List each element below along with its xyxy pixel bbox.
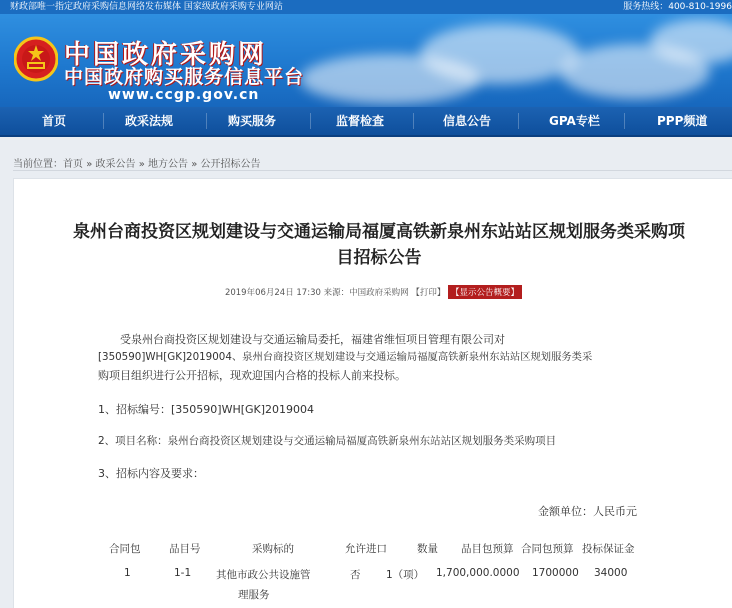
cell-subject-continued: 理服务 xyxy=(238,589,270,601)
article-title-line1: 泉州台商投资区规划建设与交通运输局福厦高铁新泉州东站站区规划服务类采购项 xyxy=(73,222,685,242)
col-package-budget: 合同包预算 xyxy=(521,543,574,555)
nav-separator xyxy=(413,113,414,129)
publish-date: 2019年06月24日 17:30 xyxy=(224,288,321,298)
cell-item-budget: 1,700,000.0000 xyxy=(436,567,520,579)
table-row xyxy=(14,567,732,583)
nav-separator xyxy=(624,113,625,129)
article-title-line2: 目招标公告 xyxy=(336,248,422,268)
nav-item-regulations[interactable]: 政采法规 xyxy=(125,114,174,128)
col-import: 允许进口 xyxy=(345,543,387,555)
item-tender-content: 3、招标内容及要求： xyxy=(98,467,204,480)
nav-separator xyxy=(103,113,104,129)
banner-cloud xyxy=(420,24,580,84)
breadcrumb-divider xyxy=(13,170,732,171)
breadcrumb-separator: » xyxy=(191,159,198,170)
top-info-bar xyxy=(0,0,732,14)
main-nav xyxy=(0,107,732,137)
nav-item-home[interactable]: 首页 xyxy=(42,114,67,128)
show-summary-button[interactable]: 【显示公告概要】 xyxy=(448,285,522,299)
article-panel xyxy=(13,178,732,608)
cell-import: 否 xyxy=(350,569,361,581)
nav-separator xyxy=(310,113,311,129)
nav-item-gpa[interactable]: GPA专栏 xyxy=(549,114,600,128)
cell-item-no: 1-1 xyxy=(174,567,192,579)
site-banner xyxy=(0,14,732,107)
nav-item-purchase-services[interactable]: 购买服务 xyxy=(228,114,277,128)
article-source: 来源：中国政府采购网 xyxy=(323,288,409,298)
breadcrumb xyxy=(13,155,261,170)
col-subject: 采购标的 xyxy=(252,543,294,555)
col-item-budget: 品目包预算 xyxy=(461,543,514,555)
article-title xyxy=(44,219,714,271)
para1-line2: [350590]WH[GK]2019004、泉州台商投资区规划建设与交通运输局福厦高铁新泉州东站站区规划服务类采 xyxy=(98,351,593,363)
site-url[interactable]: www.ccgp.gov.cn xyxy=(108,87,260,103)
item-project-name: 2、项目名称：泉州台商投资区规划建设与交通运输局福厦高铁新泉州东站站区规划服务类采购项目 xyxy=(98,435,557,447)
para1-line1: 受泉州台商投资区规划建设与交通运输局委托，福建省维恒项目管理有限公司对 xyxy=(120,333,505,346)
para1-line3: 购项目组织进行公开招标，现欢迎国内合格的投标人前来投标。 xyxy=(98,369,406,382)
nav-item-announcements[interactable]: 信息公告 xyxy=(443,114,492,128)
top-info-text: 财政部唯一指定政府采购信息网络发布媒体 国家级政府采购专业网站 xyxy=(10,2,283,12)
cell-subject: 其他市政公共设施管 xyxy=(216,569,311,581)
service-hotline: 服务热线：400-810-1996 xyxy=(623,2,732,12)
article-meta xyxy=(14,285,732,299)
cell-package: 1 xyxy=(124,567,131,579)
site-subtitle: 中国政府购买服务信息平台 xyxy=(64,66,305,88)
nav-separator xyxy=(518,113,519,129)
breadcrumb-separator: » xyxy=(138,159,145,170)
breadcrumb-local-announcements[interactable]: 地方公告 xyxy=(148,159,188,170)
tender-table-header xyxy=(14,541,732,557)
nav-item-ppp[interactable]: PPP频道 xyxy=(657,114,708,128)
col-item-no: 品目号 xyxy=(169,543,201,555)
nav-item-supervision[interactable]: 监督检查 xyxy=(336,114,385,128)
breadcrumb-separator: » xyxy=(86,159,93,170)
breadcrumb-prefix: 当前位置： xyxy=(13,159,63,170)
nav-separator xyxy=(206,113,207,129)
print-link[interactable]: 【打印】 xyxy=(411,288,446,298)
col-deposit: 投标保证金 xyxy=(582,543,635,555)
col-package: 合同包 xyxy=(109,543,141,555)
cell-package-budget: 1700000 xyxy=(532,567,579,579)
national-emblem-icon xyxy=(14,36,58,82)
breadcrumb-home[interactable]: 首页 xyxy=(63,159,83,170)
cell-quantity: 1（项） xyxy=(386,569,425,581)
col-quantity: 数量 xyxy=(417,543,438,555)
item-tender-number: 1、招标编号：[350590]WH[GK]2019004 xyxy=(98,403,315,416)
cell-deposit: 34000 xyxy=(594,567,628,579)
currency-unit: 金额单位：人民币元 xyxy=(538,505,637,518)
breadcrumb-public-tender[interactable]: 公开招标公告 xyxy=(200,159,261,170)
site-title[interactable]: 中国政府采购网 xyxy=(64,40,268,70)
breadcrumb-gov-announcements[interactable]: 政采公告 xyxy=(95,159,136,170)
